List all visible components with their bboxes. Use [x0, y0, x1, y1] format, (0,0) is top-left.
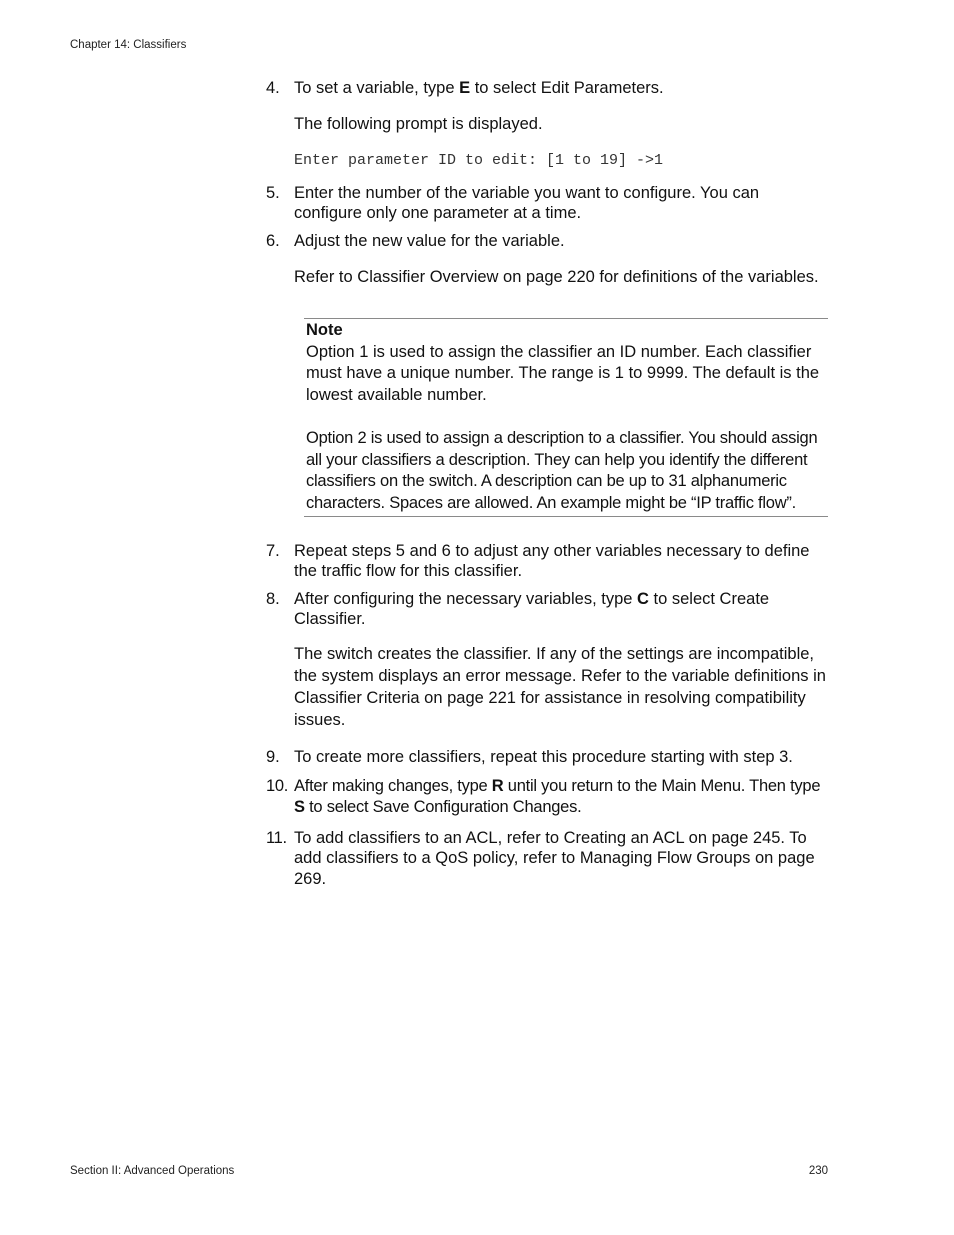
step-number: 7.	[266, 542, 280, 560]
step-6: 6. Adjust the new value for the variable.	[266, 231, 828, 253]
prompt-intro: The following prompt is displayed.	[294, 114, 543, 133]
step-11: 11. To add classifiers to an ACL, refer to Creating an ACL on page 245. To add classifiers to a QoS policy, refer to Managing Flow Groups on page 269.	[266, 828, 815, 888]
note-paragraph-1: Option 1 is used to assign the classifier an ID number. Each classifier must have a unique number. The range is 1 to 9999. The default is the lowest available number.	[306, 342, 820, 404]
key-c: C	[637, 590, 649, 608]
page-number: 230	[808, 1165, 828, 1177]
step-9: 9. To create more classifiers, repeat this procedure starting with step 3.	[266, 747, 828, 769]
note-box	[304, 318, 828, 517]
step-number: 11.	[266, 828, 287, 847]
step-7: 7. Repeat steps 5 and 6 to adjust any other variables necessary to define the traffic flow for this classifier.	[266, 542, 810, 580]
step-number: 10.	[266, 776, 289, 795]
running-header: Chapter 14: Classifiers	[70, 39, 187, 51]
step-number: 8.	[266, 590, 280, 608]
step-number: 4.	[266, 79, 280, 97]
step-number: 5.	[266, 183, 280, 202]
key-s: S	[294, 798, 305, 816]
step-6-reference: Refer to Classifier Overview on page 220 for definitions of the variables.	[294, 268, 819, 286]
step-number: 6.	[266, 231, 280, 250]
key-r: R	[491, 776, 504, 795]
running-footer-section: Section II: Advanced Operations	[70, 1165, 235, 1177]
step-number: 9.	[266, 748, 280, 766]
note-title: Note	[306, 321, 343, 339]
step-8: 8. After configuring the necessary variables, type C to select Create Classifier.	[266, 590, 770, 628]
note-paragraph-2: Option 2 is used to assign a description to a classifier. You should assign all your classifiers a description. They can help you identify the different classifiers on the switch. A description can be up to 31 alphanumeric characters. Spaces are allowed. An example might be “IP traffic flow”.	[306, 429, 818, 512]
step-10: 10. After making changes, type R until you return to the Main Menu. Then type S to select Save Configuration Changes.	[266, 776, 821, 816]
procedure-content	[266, 78, 828, 889]
key-e: E	[459, 79, 471, 97]
step-5: 5. Enter the number of the variable you want to configure. You can configure only one parameter at a time.	[266, 183, 760, 222]
step-4: 4. To set a variable, type E to select Edit Parameters.	[266, 78, 828, 100]
step-8-result: The switch creates the classifier. If any of the settings are incompatible, the system displays an error message. Refer to the variable definitions in Classifier Criteria on page 221 for assistance in resolving compatibility issues.	[294, 645, 826, 729]
prompt-code: Enter parameter ID to edit: [1 to 19] ->1	[294, 152, 664, 169]
